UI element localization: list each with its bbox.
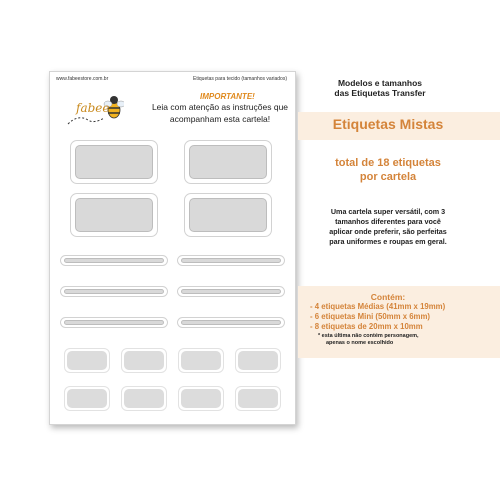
contents-item: - 8 etiquetas de 20mm x 10mm xyxy=(310,322,423,331)
description-line-4: para uniformes e roupas em geral. xyxy=(329,237,447,246)
mini-label xyxy=(177,255,285,266)
total-line-1: total de 18 etiquetas xyxy=(335,157,441,169)
description-line-3: aplicar onde preferir, são perfeitas xyxy=(329,227,447,236)
mini-label xyxy=(177,317,285,328)
instructions-text xyxy=(150,101,290,125)
medium-label xyxy=(70,140,158,184)
panel-title: Etiquetas Mistas xyxy=(332,116,444,132)
description xyxy=(298,207,478,247)
instructions-line-2: acompanham esta cartela! xyxy=(169,114,271,124)
contents-item: - 6 etiquetas Mini (50mm x 6mm) xyxy=(310,312,431,321)
important-heading: IMPORTANTE! xyxy=(200,92,255,101)
contents-item: - 4 etiquetas Médias (41mm x 19mm) xyxy=(310,302,446,311)
panel-heading-line-1: Modelos e tamanhos xyxy=(337,78,423,88)
small-label xyxy=(235,348,281,373)
mini-label xyxy=(177,286,285,297)
small-label xyxy=(178,348,224,373)
site-url: www.fabeestore.com.br xyxy=(56,76,109,82)
small-label xyxy=(64,386,110,411)
contents-list xyxy=(310,302,485,332)
mini-label xyxy=(60,286,168,297)
small-label xyxy=(178,386,224,411)
small-label xyxy=(235,386,281,411)
small-label xyxy=(64,348,110,373)
mini-label xyxy=(60,317,168,328)
medium-label xyxy=(184,140,272,184)
small-label xyxy=(121,348,167,373)
footnote-line-1: * esta última não contém personagem, xyxy=(318,333,419,339)
medium-label xyxy=(70,193,158,237)
sheet-header-note: Etiquetas para tecido (tamanhos variados) xyxy=(193,76,287,82)
mini-label xyxy=(60,255,168,266)
label-sheet xyxy=(49,71,296,425)
footnote-line-2: apenas o nome escolhido xyxy=(326,340,394,346)
contents-footnote xyxy=(318,333,478,347)
instructions-line-1: Leia com atenção as instruções que xyxy=(151,102,289,112)
medium-label xyxy=(184,193,272,237)
panel-heading-line-2: das Etiquetas Transfer xyxy=(334,88,426,98)
small-label xyxy=(121,386,167,411)
contents-heading: Contém: xyxy=(370,292,406,302)
description-line-1: Uma cartela super versátil, com 3 xyxy=(330,207,446,216)
logo-text: fabee xyxy=(76,101,110,115)
total-labels xyxy=(298,156,478,184)
total-line-2: por cartela xyxy=(359,171,417,183)
description-line-2: tamanhos diferentes para você xyxy=(335,217,441,226)
panel-heading xyxy=(315,78,445,98)
